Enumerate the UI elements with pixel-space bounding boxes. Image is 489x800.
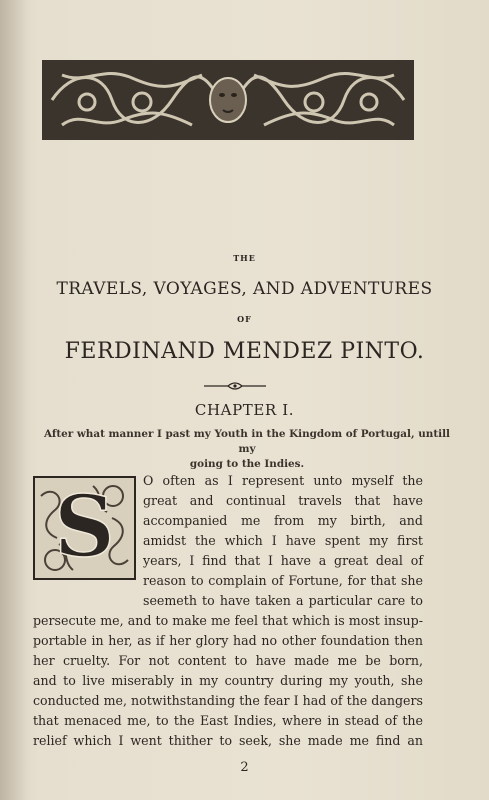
body-line: O often as I represent unto myself the bbox=[143, 473, 423, 488]
page-number: 2 bbox=[240, 760, 249, 775]
body-line: reason to complain of Fortune, for that she bbox=[143, 573, 423, 588]
body-line: conducted me, notwithstanding the fear I had of the dangers bbox=[33, 693, 423, 708]
body-line: her cruelty. For not content to have made me be born, bbox=[33, 653, 423, 668]
body-line: portable in her, as if her glory had no other foundation then bbox=[33, 633, 423, 648]
body-line: years, I find that I have a great deal of bbox=[143, 553, 423, 568]
title-line-1: TRAVELS, VOYAGES, AND ADVENTURES bbox=[56, 279, 433, 299]
chapter-title: CHAPTER I. bbox=[194, 401, 295, 419]
decorative-rule-icon bbox=[204, 381, 266, 391]
body-line: seemeth to have taken a particular care to bbox=[143, 593, 423, 608]
dropcap-s-ornament-icon bbox=[33, 476, 136, 580]
body-line: relief which I went thither to seek, she made me find an bbox=[33, 733, 423, 748]
body-line: persecute me, and to make me feel that which is most insup- bbox=[33, 613, 423, 628]
chapter-summary-line-2: going to the Indies. bbox=[189, 458, 305, 470]
chapter-summary bbox=[38, 427, 456, 472]
dropcap-letter: S bbox=[54, 477, 115, 576]
page-gutter-shadow bbox=[0, 0, 28, 800]
body-line: great and continual travels that have bbox=[143, 493, 423, 508]
body-line: that menaced me, to the East Indies, where in stead of the bbox=[33, 713, 423, 728]
body-line: and to live miserably in my country during my youth, she bbox=[33, 673, 423, 688]
heading-of: OF bbox=[237, 314, 252, 324]
ornamental-headpiece-icon bbox=[42, 60, 414, 140]
body-line: amidst the which I have spent my first bbox=[143, 533, 423, 548]
chapter-summary-line-1: After what manner I past my Youth in the Kingdom of Portugal, untill my bbox=[44, 428, 450, 455]
body-line: accompanied me from my birth, and bbox=[143, 513, 423, 528]
title-line-2: FERDINAND MENDEZ PINTO. bbox=[64, 339, 425, 364]
heading-the: THE bbox=[233, 253, 256, 263]
